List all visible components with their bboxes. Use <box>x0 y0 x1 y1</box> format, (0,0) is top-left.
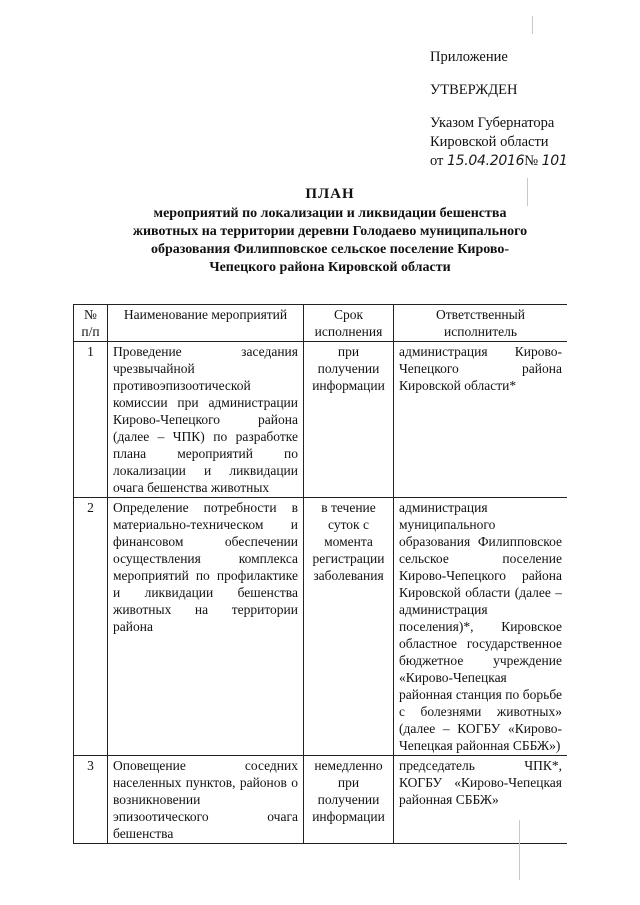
title-main: ПЛАН <box>305 186 355 202</box>
header-responsible: Ответственный исполнитель <box>394 305 568 342</box>
approved-label: УТВЕРЖДЕН <box>430 82 518 98</box>
header-num: № п/п <box>74 305 108 342</box>
appendix-label: Приложение <box>430 49 508 65</box>
plan-table-wrapper <box>73 304 567 905</box>
title-subtitle: мероприятий по локализации и ликвидации бешенства животных на территории деревни Голодаево муниципального образования Филипповское сельское поселение Кирово-Чепецкого района Кировской области <box>132 206 528 275</box>
approval-block <box>430 48 630 171</box>
scan-artifact <box>532 16 533 34</box>
decree-number: 101 <box>541 153 568 169</box>
row-term: немедленно при получении информации <box>304 756 394 844</box>
table-header-row <box>74 305 568 342</box>
row-name: Проведение заседания чрезвычайной противоэпизоотической комиссии при администрации Кирово-Чепецкого района (далее – ЧПК) по разработке плана мероприятий по локализации и ликвидации очага бешенства животных <box>108 342 304 498</box>
table-row <box>74 342 568 498</box>
row-name: Оповещение соседних населенных пунктов, районов о возникновении эпизоотического очага бешенства <box>108 756 304 844</box>
decree-date-line <box>430 152 630 171</box>
row-term: при получении информации <box>304 342 394 498</box>
row-responsible: администрация Кирово-Чепецкого района Кировской области* <box>394 342 568 498</box>
document-title <box>120 185 540 277</box>
row-num: 1 <box>74 342 108 498</box>
header-name: Наименование мероприятий <box>108 305 304 342</box>
row-responsible: председатель ЧПК*, КОГБУ «Кирово-Чепецкая районная СББЖ» <box>394 756 568 844</box>
scan-artifact <box>527 178 528 206</box>
row-num: 3 <box>74 756 108 844</box>
row-num: 2 <box>74 498 108 756</box>
header-term: Срок исполнения <box>304 305 394 342</box>
decree-date: 15.04.2016 <box>447 153 525 169</box>
scan-artifact <box>519 820 520 880</box>
decree-line-2: Кировской области <box>430 134 549 150</box>
plan-table <box>73 304 567 844</box>
row-term: в течение суток с момента регистрации заболевания <box>304 498 394 756</box>
number-prefix: № <box>524 153 539 169</box>
decree-line-1: Указом Губернатора <box>430 115 555 131</box>
row-responsible: администрация муниципального образования Филипповское сельское поселение Кирово-Чепецкого района Кировской области (далее – администрация поселения)*, Кировское областное государственное бюджетное учреждение «Кирово-Чепецкая районная станция по борьбе с болезнями животных» (далее – КОГБУ «Кирово-Чепецкая районная СББЖ») <box>394 498 568 756</box>
table-row <box>74 498 568 756</box>
from-prefix: от <box>430 153 444 169</box>
table-row <box>74 756 568 844</box>
row-name: Определение потребности в материально-техническом и финансовом обеспечении осуществления комплекса мероприятий по профилактике и ликвидации бешенства животных на территории района <box>108 498 304 756</box>
